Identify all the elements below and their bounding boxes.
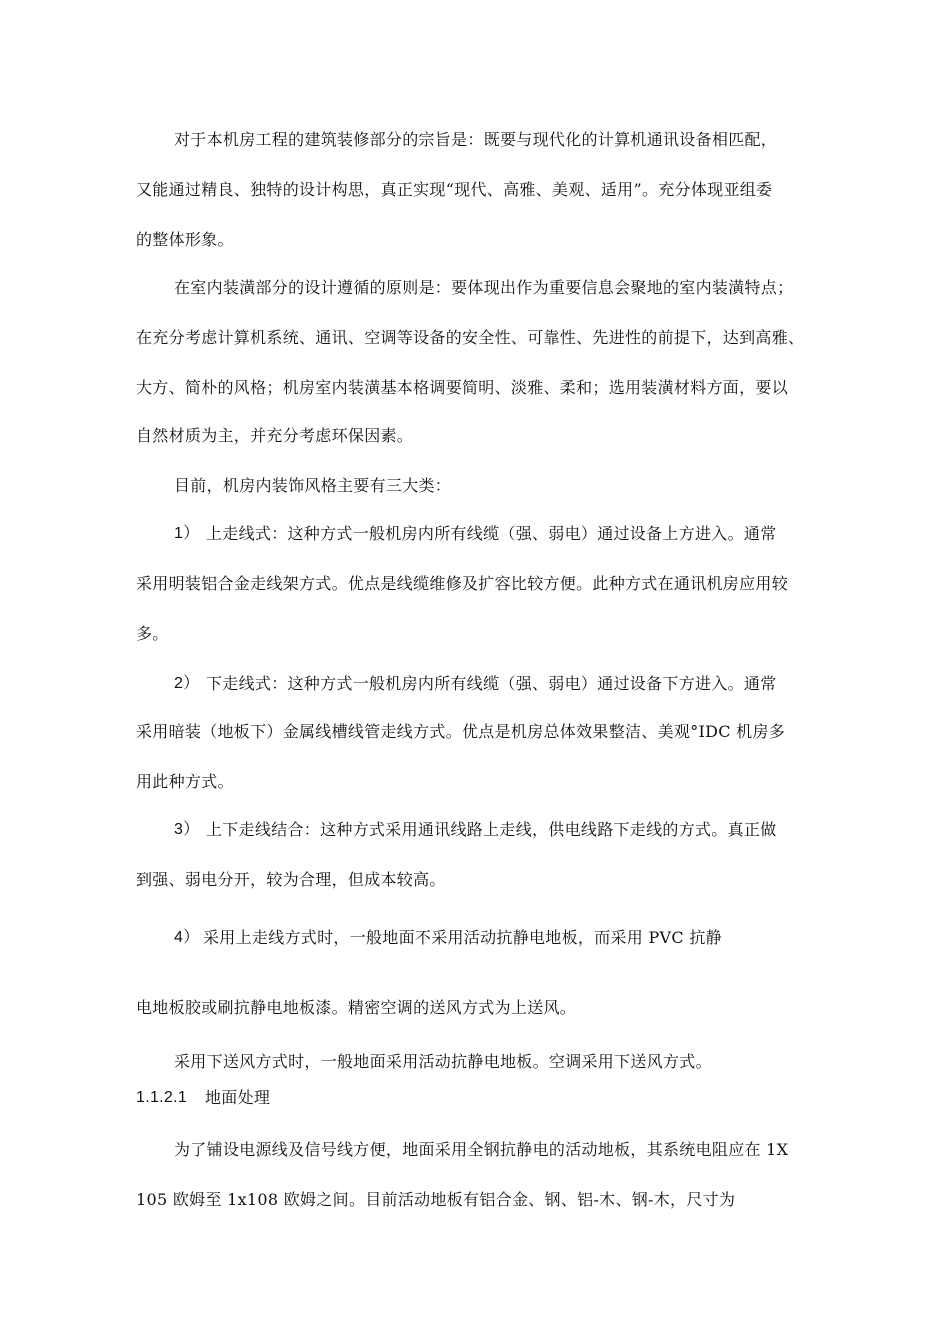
item-4-line-2: 电地板胶或刷抗静电地板漆。精密空调的送风方式为上送风。: [136, 998, 577, 1017]
paragraph-2-line-3: 大方、简朴的风格；机房室内装潢基本格调要简明、淡雅、柔和；选用装潢材料方面，要以: [136, 378, 789, 397]
paragraph-1-line-3: 的整体形象。: [136, 230, 234, 249]
item-2-number: 2）: [174, 675, 200, 692]
section-heading-number: 1.1.2.1: [136, 1089, 188, 1106]
item-3-line-2: 到强、弱电分开，较为合理，但成本较高。: [136, 870, 446, 889]
paragraph-1-line-1: 对于本机房工程的建筑装修部分的宗旨是：既要与现代化的计算机通讯设备相匹配，: [174, 130, 778, 149]
item-2-line-3: 用此种方式。: [136, 772, 234, 791]
item-1-line-3: 多。: [136, 624, 169, 643]
paragraph-2-line-1: 在室内装潢部分的设计遵循的原则是：要体现出作为重要信息会聚地的室内装潢特点；: [174, 278, 794, 297]
item-3-number: 3）: [174, 821, 200, 838]
item-1-line-2: 采用明装铝合金走线架方式。优点是线缆维修及扩容比较方便。此种方式在通讯机房应用较: [136, 574, 789, 593]
item-4-line-1: 采用上走线方式时，一般地面不采用活动抗静电地板，而采用 PVC 抗静: [203, 928, 722, 947]
paragraph-1-line-2: 又能通过精良、独特的设计构思，真正实现“现代、高雅、美观、适用”。充分体现亚组委: [136, 180, 773, 199]
paragraph-5-line-1: 为了铺设电源线及信号线方便，地面采用全钢抗静电的活动地板，其系统电阻应在 1X: [174, 1140, 789, 1159]
item-1-line-1: 上走线式：这种方式一般机房内所有线缆（强、弱电）通过设备上方进入。通常: [206, 524, 777, 543]
paragraph-3-line-1: 目前，机房内装饰风格主要有三大类：: [174, 476, 452, 495]
item-4-number: 4）: [174, 929, 200, 946]
item-1-number: 1）: [174, 525, 200, 542]
paragraph-4-line-1: 采用下送风方式时，一般地面采用活动抗静电地板。空调采用下送风方式。: [174, 1052, 712, 1071]
paragraph-2-line-4: 自然材质为主，并充分考虑环保因素。: [136, 426, 414, 445]
section-heading-title: 地面处理: [205, 1088, 271, 1107]
item-2-line-1: 下走线式：这种方式一般机房内所有线缆（强、弱电）通过设备下方进入。通常: [206, 674, 777, 693]
item-3-line-1: 上下走线结合：这种方式采用通讯线路上走线，供电线路下走线的方式。真正做: [206, 820, 777, 839]
paragraph-2-line-2: 在充分考虑计算机系统、通讯、空调等设备的安全性、可靠性、先进性的前提下，达到高雅、: [136, 328, 805, 347]
paragraph-5-line-2: 105 欧姆至 1x108 欧姆之间。目前活动地板有铝合金、钢、铝-木、钢-木，尺寸为: [136, 1190, 736, 1209]
item-2-line-2: 采用暗装（地板下）金属线槽线管走线方式。优点是机房总体效果整洁、美观°IDC 机房多: [136, 722, 786, 741]
